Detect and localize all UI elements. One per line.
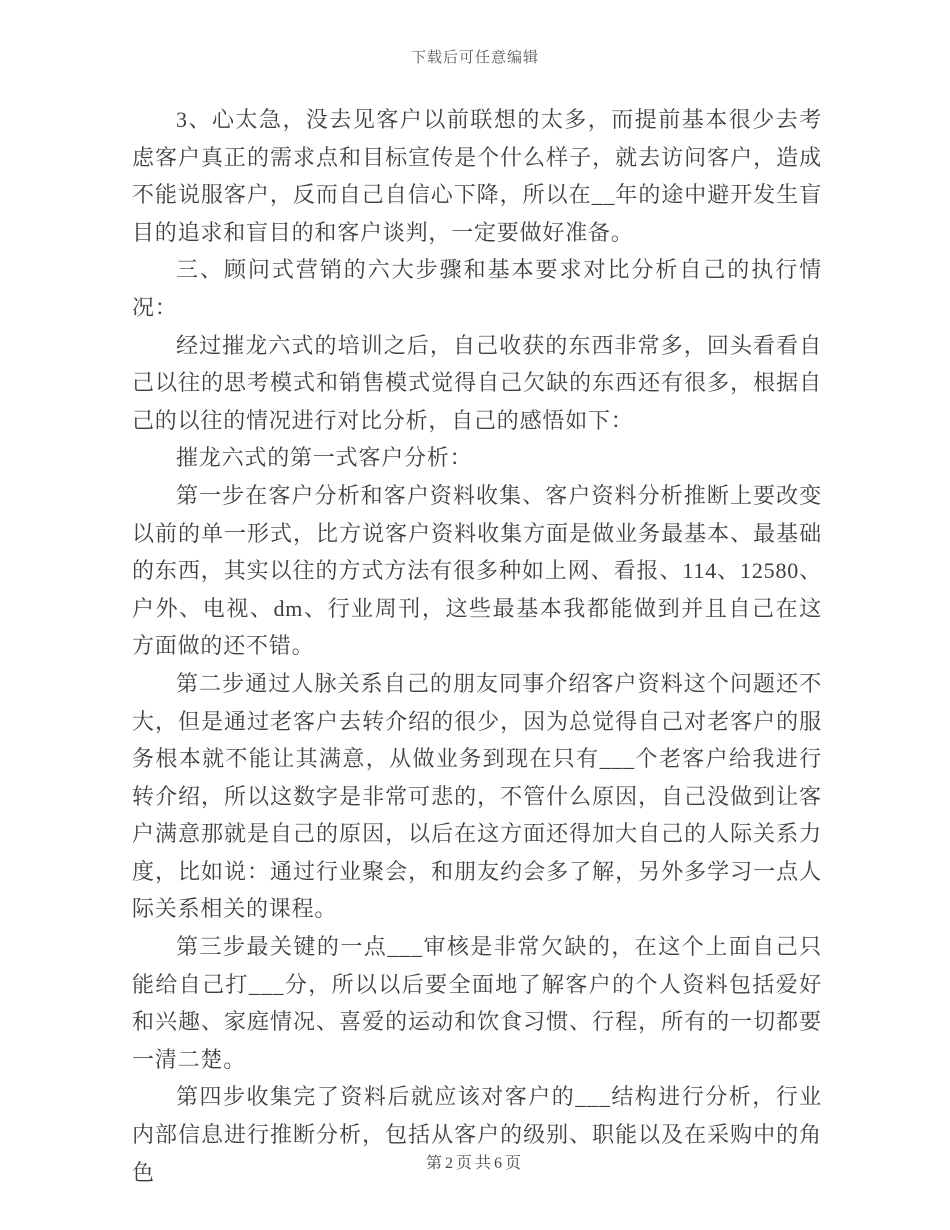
paragraph: 摧龙六式的第一式客户分析：	[176, 445, 473, 471]
paragraph: 第二步通过人脉关系自己的朋友同事介绍客户资料这个问题还不大，但是通过老客户去转介绍的很少，因为总觉得自己对老客户的服务根本就不能让其满意，从做业务到现在只有___个老客户给我进行转介绍，所以这数字是非常可悲的，不管什么原因，自己没做到让客户满意那就是自己的原因，以后在这方面还得加大自己的人际关系力度，比如说：通过行业聚会，和朋友约会多了解，另外多学习一点人际关系相关的课程。	[132, 670, 822, 922]
header-note: 下载后可任意编辑	[410, 50, 539, 66]
paragraph: 第三步最关键的一点___审核是非常欠缺的，在这个上面自己只能给自己打___分，所以以后要全面地了解客户的个人资料包括爱好和兴趣、家庭情况、喜爱的运动和饮食习惯、行程，所有的一切都要一清二楚。	[132, 934, 822, 1072]
page-number: 第2页共6页	[425, 1155, 524, 1172]
document-body	[132, 101, 822, 1191]
paragraph: 三、顾问式营销的六大步骤和基本要求对比分析自己的执行情况：	[132, 257, 822, 320]
paragraph: 经过摧龙六式的培训之后，自己收获的东西非常多，回头看看自己以往的思考模式和销售模式觉得自己欠缺的东西还有很多，根据自己的以往的情况进行对比分析，自己的感悟如下：	[132, 332, 822, 433]
paragraph: 3、心太急，没去见客户以前联想的太多，而提前基本很少去考虑客户真正的需求点和目标宣传是个什么样子，就去访问客户，造成不能说服客户，反而自己自信心下降，所以在__年的途中避开发生盲目的追求和盲目的和客户谈判，一定要做好准备。	[132, 107, 822, 245]
paragraph: 第四步收集完了资料后就应该对客户的___结构进行分析，行业内部信息进行推断分析，包括从客户的级别、职能以及在采购中的角色	[132, 1084, 822, 1185]
paragraph: 第一步在客户分析和客户资料收集、客户资料分析推断上要改变以前的单一形式，比方说客户资料收集方面是做业务最基本、最基础的东西，其实以往的方式方法有很多种如上网、看报、114、12580、户外、电视、dm、行业周刊，这些最基本我都能做到并且自己在这方面做的还不错。	[132, 482, 822, 659]
